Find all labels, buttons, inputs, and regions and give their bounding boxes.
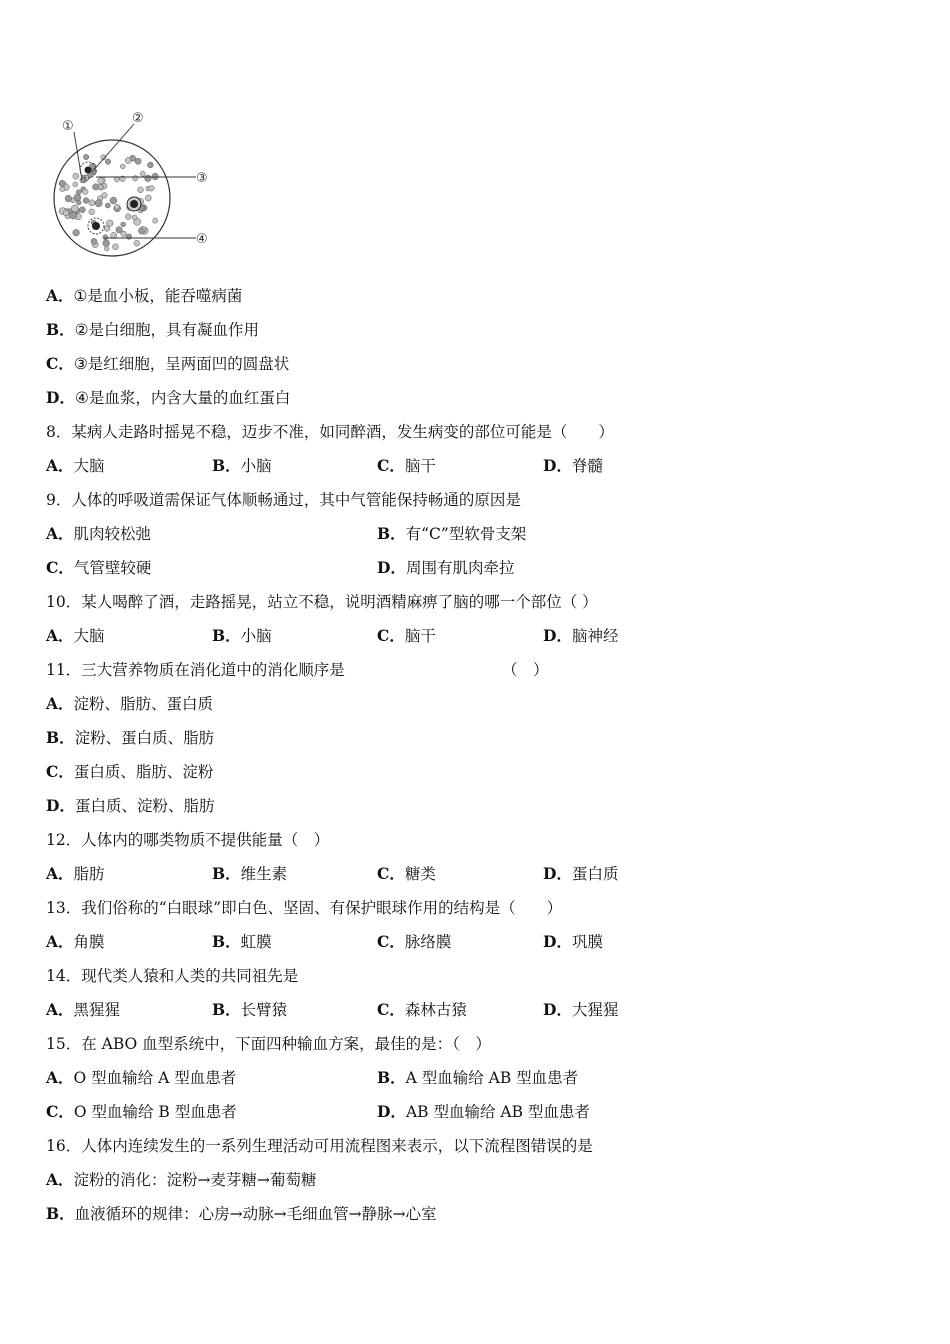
nucleus-4 <box>92 222 100 230</box>
red-blood-cell <box>60 187 65 192</box>
q12-option-d: D．蛋白质 <box>543 864 619 883</box>
red-blood-cell <box>140 171 145 176</box>
q13-stem: 13．我们俗称的“白眼球”即白色、坚固、有保护眼球作用的结构是（ ） <box>46 899 563 917</box>
label-2: ② <box>132 111 144 126</box>
red-blood-cell <box>125 158 131 164</box>
q10-option-c: C．脑干 <box>377 626 436 645</box>
red-blood-cell <box>114 204 119 209</box>
q14-option-d: D．大猩猩 <box>543 1000 619 1019</box>
q14-option-c: C．森林古猿 <box>377 1000 467 1019</box>
red-blood-cell <box>133 176 138 181</box>
red-blood-cell <box>74 194 81 201</box>
q8-option-d: D．脊髓 <box>543 456 603 475</box>
red-blood-cell <box>89 209 95 215</box>
red-blood-cell <box>138 187 144 193</box>
q7-option-a: A．①是血小板，能吞噬病菌 <box>46 286 243 305</box>
nucleus-b <box>130 200 138 208</box>
q11-option-b: B．淀粉、蛋白质、脂肪 <box>46 728 215 747</box>
red-blood-cell <box>70 212 77 219</box>
q13-option-b: B．虹膜 <box>212 932 272 951</box>
red-blood-cell <box>135 158 141 164</box>
red-blood-cell <box>138 228 144 234</box>
red-blood-cell <box>83 189 89 195</box>
red-blood-cell <box>132 215 137 220</box>
q9-option-b: B．有“C”型软骨支架 <box>377 524 527 543</box>
q9-option-d: D．周围有肌肉牵拉 <box>377 558 515 577</box>
q9-option-c: C．气管壁较硬 <box>46 558 152 577</box>
q8-option-b: B．小脑 <box>212 456 272 475</box>
red-blood-cell <box>113 244 119 250</box>
red-blood-cell <box>59 180 65 186</box>
red-blood-cell <box>121 222 126 227</box>
q12-option-b: B．维生素 <box>212 864 288 883</box>
red-blood-cell <box>71 205 78 212</box>
q11-answer-paren: （ ） <box>502 661 549 679</box>
red-blood-cell <box>145 175 152 182</box>
red-blood-cell <box>114 177 119 182</box>
q14-option-b: B．长臂猿 <box>212 1000 288 1019</box>
red-blood-cell <box>73 229 80 236</box>
q11-option-a: A．淀粉、脂肪、蛋白质 <box>46 694 214 713</box>
red-blood-cell <box>149 186 155 192</box>
red-blood-cell <box>104 246 109 251</box>
red-blood-cell <box>103 240 110 247</box>
red-blood-cell <box>104 226 110 232</box>
q12-option-c: C．糖类 <box>377 864 436 883</box>
q14-stem: 14．现代类人猿和人类的共同祖先是 <box>46 967 299 985</box>
q8-option-a: A．大脑 <box>46 456 105 475</box>
q15-option-b: B．A 型血输给 AB 型血患者 <box>377 1068 579 1087</box>
red-blood-cell <box>89 200 95 206</box>
red-blood-cell <box>80 178 85 183</box>
red-blood-cell <box>120 164 125 169</box>
red-blood-cell <box>125 214 131 220</box>
red-blood-cell <box>65 195 72 202</box>
red-blood-cell <box>63 210 69 216</box>
q9-option-a: A．肌肉较松弛 <box>46 524 152 543</box>
red-blood-cell <box>121 231 127 237</box>
label-1: ① <box>62 119 74 134</box>
red-blood-cell <box>91 238 97 244</box>
q10-option-d: D．脑神经 <box>543 626 619 645</box>
q14-option-a: A．黑猩猩 <box>46 1000 121 1019</box>
q16-option-b: B．血液循环的规律：心房→动脉→毛细血管→静脉→心室 <box>46 1204 437 1223</box>
red-blood-cell <box>103 235 108 240</box>
q10-stem: 10．某人喝醉了酒，走路摇晃，站立不稳，说明酒精麻痹了脑的哪一个部位（ ） <box>46 593 598 611</box>
q11-stem: 11．三大营养物质在消化道中的消化顺序是 <box>46 661 345 679</box>
q7-option-d: D．④是血浆，内含大量的血红蛋白 <box>46 388 291 407</box>
label-3: ③ <box>196 171 208 186</box>
red-blood-cell <box>83 154 88 159</box>
q16-stem: 16．人体内连续发生的一系列生理活动可用流程图来表示，以下流程图错误的是 <box>46 1137 593 1155</box>
red-blood-cell <box>73 182 78 187</box>
q12-stem: 12．人体内的哪类物质不提供能量（ ） <box>46 831 330 849</box>
q11-option-d: D．蛋白质、淀粉、脂肪 <box>46 796 215 815</box>
blood-smear-figure <box>48 106 218 268</box>
red-blood-cell <box>95 200 102 207</box>
red-blood-cell <box>126 234 131 239</box>
red-blood-cell <box>153 218 158 223</box>
red-blood-cell <box>93 184 99 190</box>
q10-option-b: B．小脑 <box>212 626 272 645</box>
red-blood-cell <box>110 197 117 204</box>
label-4: ④ <box>196 232 208 247</box>
red-blood-cell <box>134 240 140 246</box>
red-blood-cell <box>145 195 151 201</box>
q15-stem: 15．在 ABO 血型系统中，下面四种输血方案，最佳的是：（ ） <box>46 1035 491 1053</box>
q15-option-d: D．AB 型血输给 AB 型血患者 <box>377 1102 590 1121</box>
red-blood-cell <box>73 173 79 179</box>
q9-stem: 9．人体的呼吸道需保证气体顺畅通过，其中气管能保持畅通的原因是 <box>46 491 521 509</box>
red-blood-cell <box>98 178 104 184</box>
q13-option-d: D．巩膜 <box>543 932 603 951</box>
q15-option-a: A．O 型血输给 A 型血患者 <box>46 1068 237 1087</box>
red-blood-cell <box>105 159 110 164</box>
q13-option-a: A．角膜 <box>46 932 105 951</box>
q7-option-b: B．②是白细胞，具有凝血作用 <box>46 320 260 339</box>
red-blood-cell <box>83 198 89 204</box>
red-blood-cell <box>79 207 85 213</box>
q12-option-a: A．脂肪 <box>46 864 105 883</box>
q15-option-c: C．O 型血输给 B 型血患者 <box>46 1102 237 1121</box>
q16-option-a: A．淀粉的消化：淀粉→麦芽糖→葡萄糖 <box>46 1170 317 1189</box>
q8-option-c: C．脑干 <box>377 456 436 475</box>
q8-stem: 8．某病人走路时摇晃不稳，迈步不准，如同醉酒，发生病变的部位可能是（ ） <box>46 423 614 441</box>
q13-option-c: C．脉络膜 <box>377 932 452 951</box>
q10-option-a: A．大脑 <box>46 626 105 645</box>
red-blood-cell <box>105 203 110 208</box>
q11-option-c: C．蛋白质、脂肪、淀粉 <box>46 762 214 781</box>
nucleus-3 <box>85 167 92 174</box>
q7-option-c: C．③是红细胞，呈两面凹的圆盘状 <box>46 354 290 373</box>
red-blood-cell <box>148 162 154 168</box>
